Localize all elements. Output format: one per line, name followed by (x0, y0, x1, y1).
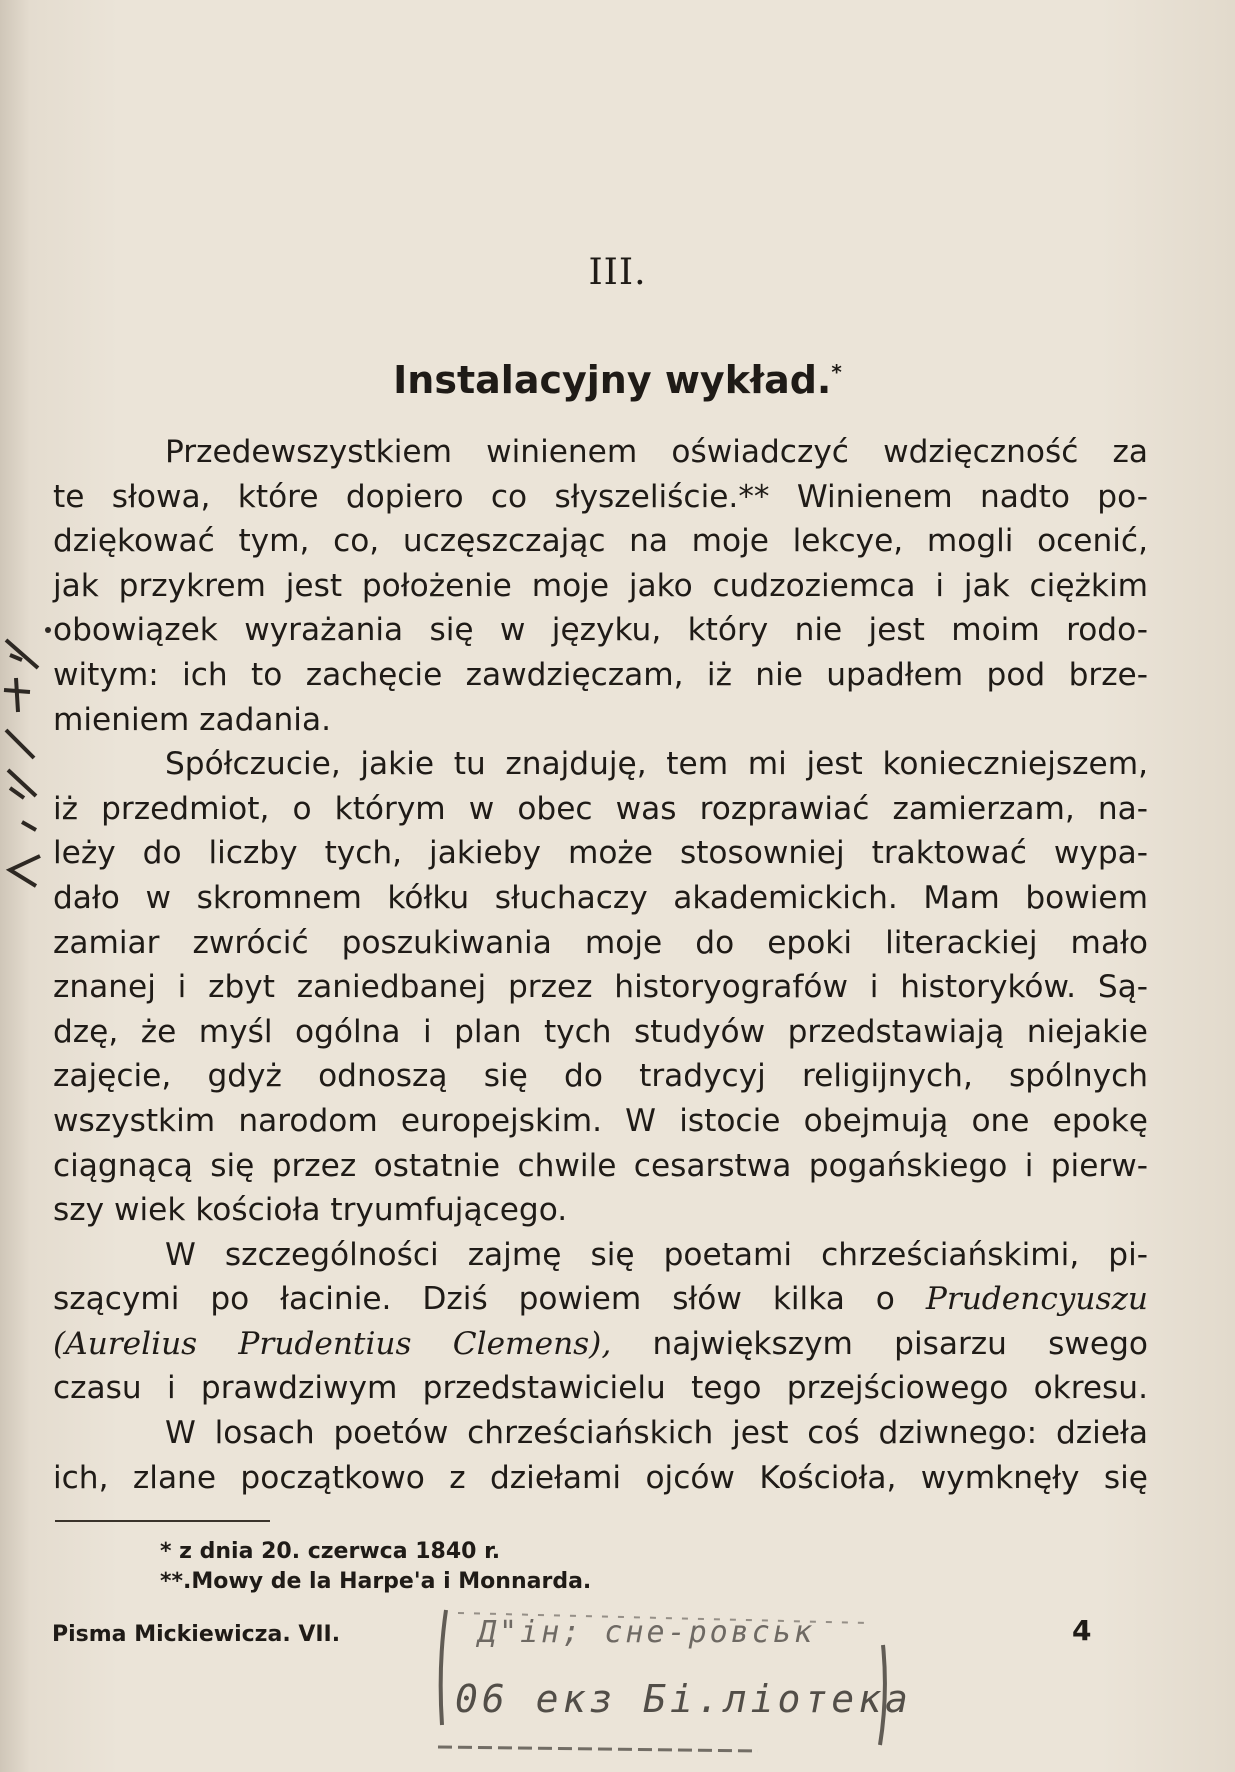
footnotes (160, 1537, 591, 1597)
text-line: zajęcie, gdyż odnoszą się do tradycyj religijnych, spólnych (53, 1058, 1148, 1095)
italic-name: (Aurelius Prudentius Clemens), (53, 1325, 612, 1362)
text-line (53, 1277, 1148, 1322)
text-line: witym: ich to zachęcie zawdzięczam, iż nie upadłem pod brze- (53, 656, 1148, 693)
text-line: dało w skromnem kółku słuchaczy akademickich. Mam bowiem (53, 879, 1148, 916)
text-line: W losach poetów chrześciańskich jest coś dziwnego: dzieła (165, 1415, 1148, 1452)
text-line: iż przedmiot, o którym w obec was rozprawiać zamierzam, na- (53, 790, 1148, 827)
text-line: obowiązek wyrażania się w języku, który nie jest moim rodo- (53, 612, 1148, 649)
text-line: wszystkim narodom europejskim. W istocie obejmują one epokę (53, 1102, 1148, 1139)
text-line: mieniem zadania. (53, 701, 331, 738)
text-line: Spółczucie, jakie tu znajduję, tem mi jest konieczniejszem, (165, 746, 1148, 783)
chapter-number: III. (588, 252, 647, 293)
stamp-text: 06 екз Бі.ліотека (455, 1677, 912, 1721)
text-line: W szczególności zajmę się poetami chrześciańskimi, pi- (165, 1236, 1148, 1273)
text-line: ich, zlane początkowo z dziełami ojców Kościoła, wymknęły się (53, 1459, 1148, 1496)
italic-name: Prudencyuszu (925, 1281, 1149, 1318)
text-segment: największym pisarzu swego (652, 1325, 1148, 1362)
text-line: zamiar zwrócić poszukiwania moje do epoki literackiej mało (53, 924, 1148, 961)
text-line: ciągnącą się przez ostatnie chwile cesarstwa pogańskiego i pierw- (53, 1147, 1148, 1184)
page-number: 4 (1072, 1614, 1092, 1647)
text-line: czasu i prawdziwym przedstawicielu tego przejściowego okresu. (53, 1370, 1148, 1407)
stamp-text: Д"ін; сне-ровськ (478, 1615, 815, 1650)
text-line (53, 1322, 1148, 1367)
text-line: jak przykrem jest położenie moje jako cudzoziemca i jak ciężkim (53, 567, 1148, 604)
text-line: leży do liczby tych, jakieby może stosowniej traktować wypa- (53, 835, 1148, 872)
text-line: szy wiek kościoła tryumfującego. (53, 1192, 568, 1229)
text-line: Przedewszystkiem winienem oświadczyć wdzięczność za (165, 434, 1148, 470)
footnote: * z dnia 20. czerwca 1840 r. (160, 1539, 501, 1564)
body-text (53, 430, 1148, 1500)
text-line: dzę, że myśl ogólna i plan tych studyów przedstawiają niejakie (53, 1013, 1148, 1050)
title-footnote-mark: * (831, 360, 842, 384)
chapter-title (0, 358, 1235, 402)
text-line: dziękować tym, co, uczęszczając na moje lekcye, mogli ocenić, (53, 523, 1148, 560)
text-line: te słowa, które dopiero co słyszeliście.** Winienem nadto po- (53, 478, 1148, 515)
text-line: znanej i zbyt zaniedbanej przez historyografów i historyków. Są- (53, 969, 1148, 1006)
text-segment: szącymi po łacinie. Dziś powiem słów kilka o (53, 1281, 895, 1318)
signature-line: Pisma Mickiewicza. VII. (52, 1622, 341, 1647)
footnote: **.Mowy de la Harpe'a i Monnarda. (160, 1569, 592, 1594)
footnote-rule (55, 1520, 270, 1522)
chapter-title-text: Instalacyjny wykład. (393, 358, 832, 402)
margin-annotation (0, 600, 60, 940)
